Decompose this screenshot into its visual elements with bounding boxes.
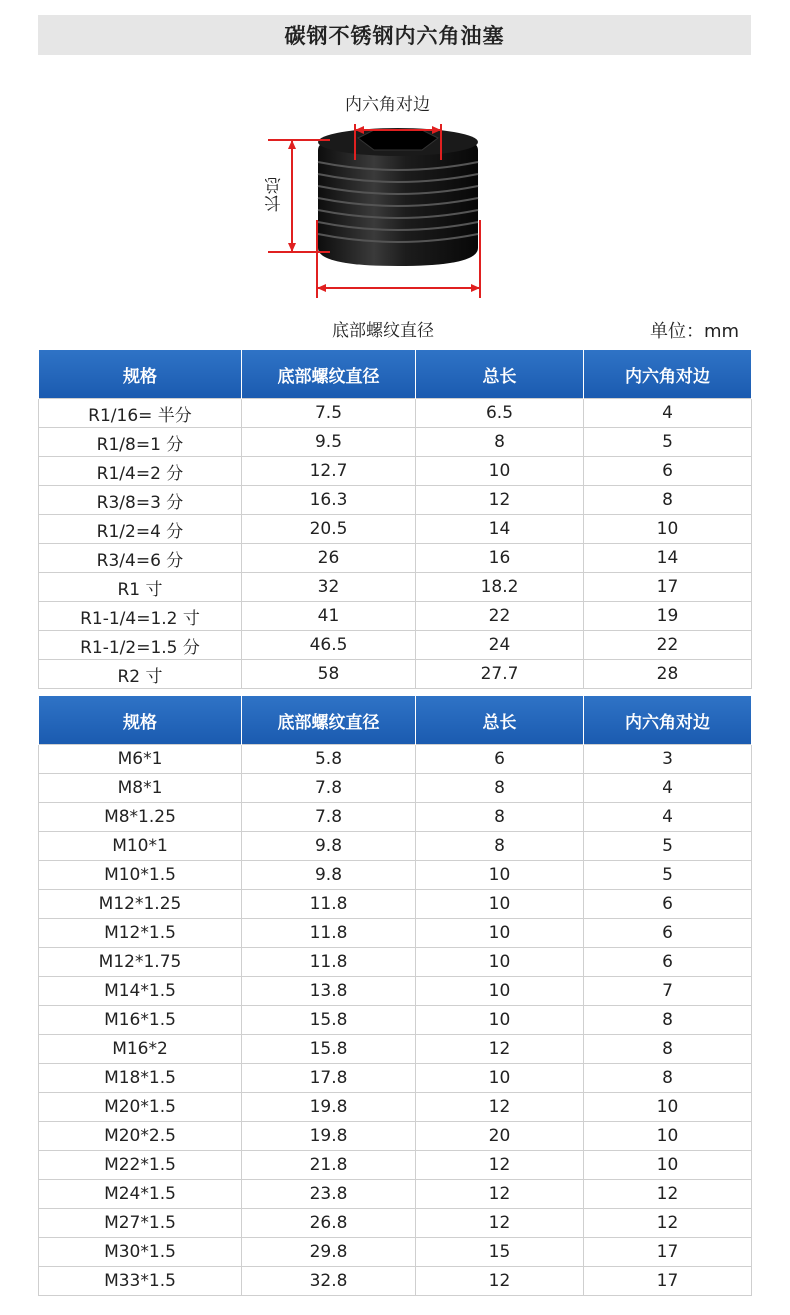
table-cell: 12 bbox=[416, 1093, 584, 1122]
table-cell: 10 bbox=[584, 1151, 752, 1180]
table-cell: M22*1.5 bbox=[39, 1151, 242, 1180]
table-cell: 8 bbox=[584, 1035, 752, 1064]
spec-table-r-thread bbox=[38, 350, 752, 689]
thread-diameter-label: 底部螺纹直径 bbox=[332, 321, 434, 341]
table-cell: M12*1.75 bbox=[39, 948, 242, 977]
table-cell: M6*1 bbox=[39, 745, 242, 774]
hex-socket bbox=[358, 130, 438, 150]
table-cell: 19.8 bbox=[242, 1122, 416, 1151]
table-cell: 10 bbox=[416, 977, 584, 1006]
table-cell: 12 bbox=[416, 1180, 584, 1209]
table-row bbox=[39, 1122, 752, 1151]
table-row bbox=[39, 602, 752, 631]
table-cell: 8 bbox=[584, 486, 752, 515]
table-cell: M33*1.5 bbox=[39, 1267, 242, 1296]
table-cell: 7.8 bbox=[242, 774, 416, 803]
table-cell: 17 bbox=[584, 1238, 752, 1267]
product-diagram bbox=[0, 80, 790, 350]
table-cell: 16.3 bbox=[242, 486, 416, 515]
table-cell: 8 bbox=[416, 803, 584, 832]
table-cell: M20*1.5 bbox=[39, 1093, 242, 1122]
table-row bbox=[39, 919, 752, 948]
table-cell: 10 bbox=[416, 1006, 584, 1035]
table-row bbox=[39, 1180, 752, 1209]
table-row bbox=[39, 544, 752, 573]
table-cell: 12 bbox=[416, 1035, 584, 1064]
table-cell: 20.5 bbox=[242, 515, 416, 544]
table-cell: 10 bbox=[416, 919, 584, 948]
table-cell: 5.8 bbox=[242, 745, 416, 774]
total-length-label: 长总 bbox=[265, 176, 285, 212]
table-cell: R1 寸 bbox=[39, 573, 242, 602]
spec-table-m-thread bbox=[38, 696, 752, 1296]
table-row bbox=[39, 631, 752, 660]
table-cell: R1-1/4=1.2 寸 bbox=[39, 602, 242, 631]
table-row bbox=[39, 1267, 752, 1296]
table-cell: M20*2.5 bbox=[39, 1122, 242, 1151]
table-cell: 7.8 bbox=[242, 803, 416, 832]
table-cell: 10 bbox=[584, 1122, 752, 1151]
table-cell: R1/2=4 分 bbox=[39, 515, 242, 544]
table-row bbox=[39, 428, 752, 457]
column-header: 总长 bbox=[416, 696, 584, 745]
table-cell: 5 bbox=[584, 428, 752, 457]
table-cell: R2 寸 bbox=[39, 660, 242, 689]
table-cell: 32.8 bbox=[242, 1267, 416, 1296]
table-cell: 6 bbox=[584, 919, 752, 948]
table-cell: R3/4=6 分 bbox=[39, 544, 242, 573]
hex-across-flats-label: 内六角对边 bbox=[345, 95, 430, 115]
table-row bbox=[39, 948, 752, 977]
table-cell: 9.5 bbox=[242, 428, 416, 457]
table-row bbox=[39, 803, 752, 832]
table-cell: 10 bbox=[416, 1064, 584, 1093]
column-header: 内六角对边 bbox=[584, 350, 752, 399]
table-cell: 27.7 bbox=[416, 660, 584, 689]
table-cell: 15.8 bbox=[242, 1006, 416, 1035]
table-cell: 10 bbox=[416, 861, 584, 890]
table-cell: 22 bbox=[584, 631, 752, 660]
table-cell: 17.8 bbox=[242, 1064, 416, 1093]
column-header: 底部螺纹直径 bbox=[242, 350, 416, 399]
table-row bbox=[39, 399, 752, 428]
table-row bbox=[39, 890, 752, 919]
table-cell: 10 bbox=[416, 457, 584, 486]
table-cell: 7.5 bbox=[242, 399, 416, 428]
table-cell: 6 bbox=[584, 890, 752, 919]
table-cell: 21.8 bbox=[242, 1151, 416, 1180]
table-row bbox=[39, 745, 752, 774]
column-header: 内六角对边 bbox=[584, 696, 752, 745]
table-cell: M16*2 bbox=[39, 1035, 242, 1064]
column-header: 规格 bbox=[39, 350, 242, 399]
hex-plug-illustration bbox=[0, 80, 790, 350]
table-cell: 22 bbox=[416, 602, 584, 631]
table-header-row bbox=[39, 350, 752, 399]
table-cell: 8 bbox=[584, 1006, 752, 1035]
table-cell: 4 bbox=[584, 803, 752, 832]
table-cell: 9.8 bbox=[242, 861, 416, 890]
table-row bbox=[39, 515, 752, 544]
table-cell: 11.8 bbox=[242, 919, 416, 948]
table-cell: M10*1.5 bbox=[39, 861, 242, 890]
table-cell: 10 bbox=[416, 948, 584, 977]
table-header-row bbox=[39, 696, 752, 745]
table-cell: M12*1.25 bbox=[39, 890, 242, 919]
unit-label: 单位：mm bbox=[650, 321, 740, 342]
table-cell: 46.5 bbox=[242, 631, 416, 660]
table-row bbox=[39, 832, 752, 861]
table-cell: 14 bbox=[416, 515, 584, 544]
table-cell: 12 bbox=[416, 1209, 584, 1238]
table-cell: 15.8 bbox=[242, 1035, 416, 1064]
table-cell: M8*1.25 bbox=[39, 803, 242, 832]
table-cell: 7 bbox=[584, 977, 752, 1006]
table-cell: 29.8 bbox=[242, 1238, 416, 1267]
table-row bbox=[39, 1151, 752, 1180]
table-cell: 19 bbox=[584, 602, 752, 631]
table-cell: 41 bbox=[242, 602, 416, 631]
table-row bbox=[39, 1006, 752, 1035]
plug-body bbox=[318, 128, 478, 266]
page-title: 碳钢不锈钢内六角油塞 bbox=[38, 15, 751, 55]
table-cell: 12 bbox=[416, 486, 584, 515]
table-cell: M8*1 bbox=[39, 774, 242, 803]
table-cell: M14*1.5 bbox=[39, 977, 242, 1006]
column-header: 总长 bbox=[416, 350, 584, 399]
table-cell: 5 bbox=[584, 861, 752, 890]
table-cell: 58 bbox=[242, 660, 416, 689]
table-cell: 19.8 bbox=[242, 1093, 416, 1122]
table-cell: M30*1.5 bbox=[39, 1238, 242, 1267]
table-cell: M16*1.5 bbox=[39, 1006, 242, 1035]
table-cell: 11.8 bbox=[242, 948, 416, 977]
table-cell: M18*1.5 bbox=[39, 1064, 242, 1093]
table-cell: 6 bbox=[584, 948, 752, 977]
table-row bbox=[39, 486, 752, 515]
table-cell: 5 bbox=[584, 832, 752, 861]
table-cell: 8 bbox=[416, 428, 584, 457]
table-cell: 18.2 bbox=[416, 573, 584, 602]
table-cell: 3 bbox=[584, 745, 752, 774]
table-cell: M12*1.5 bbox=[39, 919, 242, 948]
table-cell: 24 bbox=[416, 631, 584, 660]
table-row bbox=[39, 457, 752, 486]
table-cell: 8 bbox=[416, 774, 584, 803]
table-cell: 32 bbox=[242, 573, 416, 602]
table-cell: 8 bbox=[416, 832, 584, 861]
table-row bbox=[39, 977, 752, 1006]
table-cell: 4 bbox=[584, 774, 752, 803]
table-row bbox=[39, 861, 752, 890]
table-cell: 15 bbox=[416, 1238, 584, 1267]
table-cell: 13.8 bbox=[242, 977, 416, 1006]
table-cell: R3/8=3 分 bbox=[39, 486, 242, 515]
table-row bbox=[39, 1209, 752, 1238]
table-row bbox=[39, 774, 752, 803]
table-cell: 10 bbox=[584, 515, 752, 544]
table-cell: 6 bbox=[416, 745, 584, 774]
table-cell: R1-1/2=1.5 分 bbox=[39, 631, 242, 660]
table-cell: 26 bbox=[242, 544, 416, 573]
table-row bbox=[39, 1093, 752, 1122]
table-row bbox=[39, 660, 752, 689]
column-header: 规格 bbox=[39, 696, 242, 745]
table-cell: 10 bbox=[416, 890, 584, 919]
table-cell: 11.8 bbox=[242, 890, 416, 919]
table-cell: 6.5 bbox=[416, 399, 584, 428]
table-cell: 12 bbox=[584, 1209, 752, 1238]
table-cell: 10 bbox=[584, 1093, 752, 1122]
table-cell: 4 bbox=[584, 399, 752, 428]
table-cell: 23.8 bbox=[242, 1180, 416, 1209]
table-cell: 9.8 bbox=[242, 832, 416, 861]
table-cell: 16 bbox=[416, 544, 584, 573]
table-cell: 14 bbox=[584, 544, 752, 573]
table-cell: R1/8=1 分 bbox=[39, 428, 242, 457]
table-cell: 17 bbox=[584, 573, 752, 602]
table-cell: 12 bbox=[416, 1151, 584, 1180]
table-cell: M24*1.5 bbox=[39, 1180, 242, 1209]
table-cell: 8 bbox=[584, 1064, 752, 1093]
table-cell: 17 bbox=[584, 1267, 752, 1296]
table-cell: R1/16= 半分 bbox=[39, 399, 242, 428]
table-cell: 28 bbox=[584, 660, 752, 689]
table-cell: M10*1 bbox=[39, 832, 242, 861]
table-cell: 6 bbox=[584, 457, 752, 486]
table-cell: 26.8 bbox=[242, 1209, 416, 1238]
table-row bbox=[39, 1064, 752, 1093]
table-row bbox=[39, 1035, 752, 1064]
column-header: 底部螺纹直径 bbox=[242, 696, 416, 745]
table-cell: 12.7 bbox=[242, 457, 416, 486]
table-row bbox=[39, 573, 752, 602]
table-cell: 12 bbox=[584, 1180, 752, 1209]
table-cell: R1/4=2 分 bbox=[39, 457, 242, 486]
table-cell: 20 bbox=[416, 1122, 584, 1151]
table-row bbox=[39, 1238, 752, 1267]
table-cell: M27*1.5 bbox=[39, 1209, 242, 1238]
table-cell: 12 bbox=[416, 1267, 584, 1296]
